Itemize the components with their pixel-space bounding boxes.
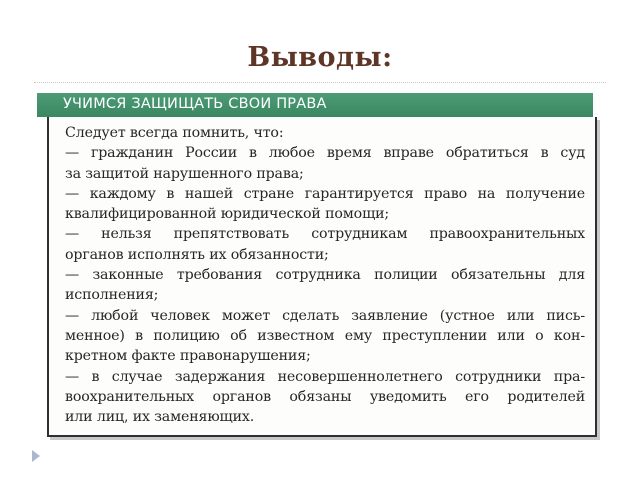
text-line: за защитой нарушенного права; <box>65 165 304 182</box>
text-line: — гражданин России в любое время вправе обратиться в суд <box>65 145 585 162</box>
text-line: или лиц, их заменяющих. <box>65 409 255 426</box>
card-banner-title: УЧИМСЯ ЗАЩИЩАТЬ СВОИ ПРАВА <box>63 96 327 112</box>
card-text <box>65 123 585 427</box>
text-line: исполнения; <box>65 287 159 304</box>
title-divider <box>34 82 606 83</box>
text-line: органов исполнять их обязанности; <box>65 246 329 263</box>
card-banner <box>37 93 593 117</box>
triangle-right-icon[interactable] <box>32 450 40 462</box>
text-line: воохранительных органов обязаны уведомить его родителей <box>65 388 585 405</box>
card-body <box>47 117 597 437</box>
text-line: — нельзя препятствовать сотрудникам правоохранительных <box>65 226 585 243</box>
text-line: Следует всегда помнить, что: <box>65 125 284 141</box>
slide-title: Выводы: <box>247 42 393 73</box>
text-line: — законные требования сотрудника полиции обязательны для <box>65 267 585 284</box>
text-line: — любой человек может сделать заявление (устное или пись- <box>65 307 585 324</box>
text-line: менное) в полицию об известном ему преступлении или о кон- <box>65 327 585 344</box>
text-line: — в случае задержания несовершеннолетнего сотрудники пра- <box>65 368 585 385</box>
text-line: квалифицированной юридической помощи; <box>65 206 390 223</box>
text-line: — каждому в нашей стране гарантируется право на получение <box>65 185 585 202</box>
rights-card <box>37 93 597 443</box>
text-line: кретном факте правонарушения; <box>65 348 311 365</box>
